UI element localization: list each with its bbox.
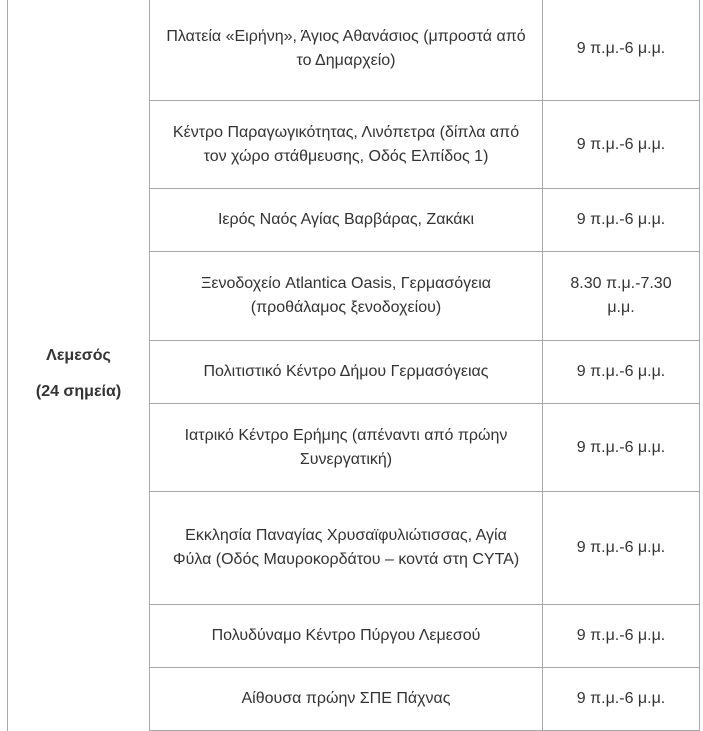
region-name: Λεμεσός [46, 346, 111, 364]
hours-cell: 9 π.μ.-6 μ.μ. [543, 404, 700, 492]
location-cell: Πολιτιστικό Κέντρο Δήμου Γερμασόγειας [150, 341, 543, 404]
location-cell: Πλατεία «Ειρήνη», Άγιος Αθανάσιος (μπροστά από το Δημαρχείο) [150, 0, 543, 101]
hours-cell: 9 π.μ.-6 μ.μ. [543, 492, 700, 605]
location-cell: Κέντρο Παραγωγικότητας, Λινόπετρα (δίπλα από τον χώρο στάθμευσης, Οδός Ελπίδος 1) [150, 101, 543, 189]
table-row [8, 0, 700, 101]
hours-cell: 9 π.μ.-6 μ.μ. [543, 668, 700, 731]
hours-cell: 9 π.μ.-6 μ.μ. [543, 189, 700, 252]
region-count: (24 σημεία) [35, 382, 122, 400]
hours-cell: 9 π.μ.-6 μ.μ. [543, 101, 700, 189]
hours-cell: 9 π.μ.-6 μ.μ. [543, 0, 700, 101]
region-cell [8, 0, 150, 731]
location-cell: Ιατρικό Κέντρο Ερήμης (απέναντι από πρώην Συνεργατική) [150, 404, 543, 492]
location-cell: Πολυδύναμο Κέντρο Πύργου Λεμεσού [150, 605, 543, 668]
vaccination-points-table [7, 0, 700, 731]
location-cell: Ξενοδοχείο Atlantica Oasis, Γερμασόγεια (προθάλαμος ξενοδοχείου) [150, 252, 543, 341]
location-cell: Εκκλησία Παναγίας Χρυσαϊφυλιώτισσας, Αγία Φύλα (Οδός Μαυροκορδάτου – κοντά στη CYTA) [150, 492, 543, 605]
hours-cell: 9 π.μ.-6 μ.μ. [543, 341, 700, 404]
hours-cell: 8.30 π.μ.-7.30 μ.μ. [543, 252, 700, 341]
hours-cell: 9 π.μ.-6 μ.μ. [543, 605, 700, 668]
location-cell: Ιερός Ναός Αγίας Βαρβάρας, Ζακάκι [150, 189, 543, 252]
location-cell: Αίθουσα πρώην ΣΠΕ Πάχνας [150, 668, 543, 731]
